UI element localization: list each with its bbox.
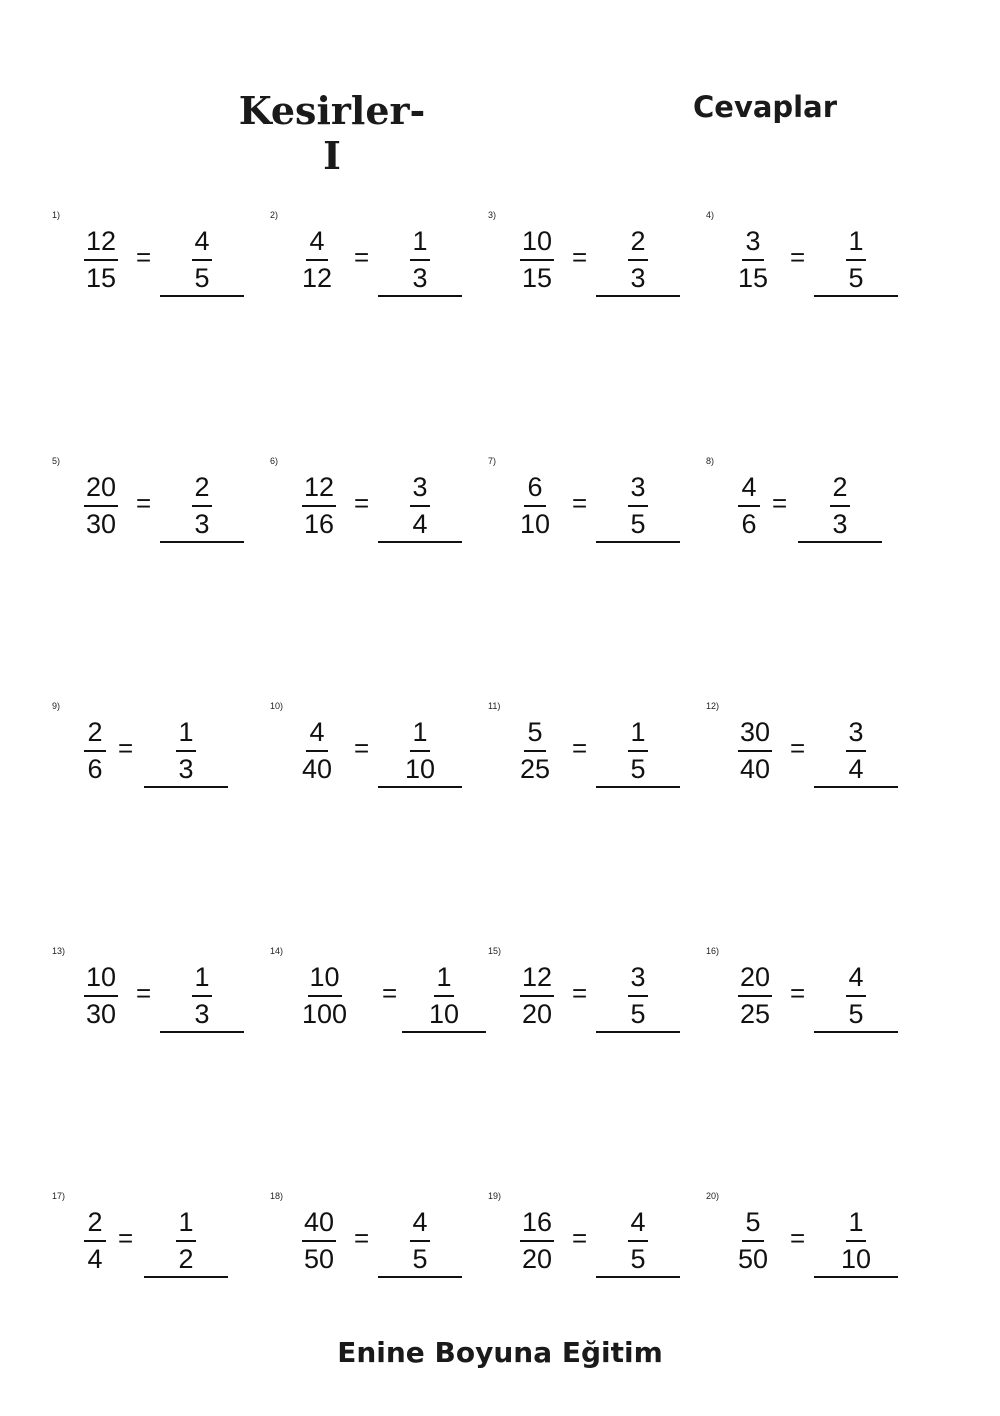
answer-denominator: 5	[160, 261, 244, 297]
problem-number: 19)	[488, 1191, 502, 1201]
problem-number: 2)	[270, 210, 279, 220]
problem-1	[52, 210, 262, 320]
equals-sign: =	[572, 733, 588, 763]
question-numerator: 10	[84, 962, 118, 997]
problem-number: 12)	[706, 701, 720, 711]
equals-sign: =	[354, 1223, 370, 1253]
answer-fraction	[160, 226, 244, 297]
answer-fraction	[596, 717, 680, 788]
question-numerator: 3	[742, 226, 764, 261]
question-numerator: 4	[306, 226, 328, 261]
answer-fraction	[144, 717, 228, 788]
answer-denominator: 3	[378, 261, 462, 297]
question-fraction	[738, 1207, 768, 1275]
answer-denominator: 2	[144, 1242, 228, 1278]
answer-numerator: 2	[830, 472, 850, 507]
equals-sign: =	[572, 242, 588, 272]
question-fraction	[520, 717, 550, 785]
equals-sign: =	[136, 488, 152, 518]
answer-denominator: 5	[814, 261, 898, 297]
problem-number: 4)	[706, 210, 715, 220]
answer-denominator: 4	[378, 507, 462, 543]
answer-numerator: 2	[628, 226, 648, 261]
answer-denominator: 5	[378, 1242, 462, 1278]
question-numerator: 5	[524, 717, 546, 752]
question-denominator: 15	[86, 263, 117, 293]
problem-number: 15)	[488, 946, 502, 956]
answer-denominator: 5	[596, 752, 680, 788]
question-denominator: 15	[738, 263, 769, 293]
answer-numerator: 4	[628, 1207, 648, 1242]
question-numerator: 10	[520, 226, 554, 261]
problem-9	[52, 701, 262, 811]
question-denominator: 10	[520, 509, 551, 539]
problem-number: 14)	[270, 946, 284, 956]
question-fraction	[738, 226, 768, 294]
question-numerator: 10	[308, 962, 342, 997]
answer-numerator: 3	[410, 472, 430, 507]
answer-denominator: 3	[160, 997, 244, 1033]
problem-12	[706, 701, 916, 811]
answer-fraction	[814, 226, 898, 297]
answer-denominator: 10	[402, 997, 486, 1033]
answer-fraction	[596, 226, 680, 297]
question-numerator: 2	[84, 1207, 106, 1242]
question-fraction	[84, 472, 118, 540]
question-numerator: 20	[84, 472, 118, 507]
problem-number: 20)	[706, 1191, 720, 1201]
problem-number: 8)	[706, 456, 715, 466]
question-numerator: 12	[520, 962, 554, 997]
answer-numerator: 1	[176, 1207, 196, 1242]
question-numerator: 12	[84, 226, 118, 261]
question-numerator: 5	[742, 1207, 764, 1242]
problem-number: 18)	[270, 1191, 284, 1201]
question-numerator: 6	[524, 472, 546, 507]
equals-sign: =	[136, 978, 152, 1008]
equals-sign: =	[790, 242, 806, 272]
answer-denominator: 3	[798, 507, 882, 543]
question-denominator: 100	[302, 999, 348, 1029]
answers-label: Cevaplar	[693, 90, 837, 124]
question-denominator: 6	[741, 509, 757, 539]
problem-18	[270, 1191, 480, 1301]
problem-2	[270, 210, 480, 320]
question-denominator: 40	[302, 754, 333, 784]
question-numerator: 40	[302, 1207, 336, 1242]
equals-sign: =	[354, 488, 370, 518]
answer-fraction	[814, 1207, 898, 1278]
answer-numerator: 3	[628, 472, 648, 507]
answer-numerator: 1	[176, 717, 196, 752]
question-denominator: 25	[520, 754, 551, 784]
question-numerator: 12	[302, 472, 336, 507]
answer-numerator: 4	[846, 962, 866, 997]
answer-fraction	[596, 1207, 680, 1278]
question-denominator: 12	[302, 263, 333, 293]
answer-numerator: 1	[628, 717, 648, 752]
problem-3	[488, 210, 698, 320]
answer-denominator: 5	[596, 507, 680, 543]
answer-numerator: 2	[192, 472, 212, 507]
question-denominator: 30	[86, 999, 117, 1029]
equals-sign: =	[354, 733, 370, 763]
answer-numerator: 1	[846, 226, 866, 261]
answer-denominator: 3	[160, 507, 244, 543]
equals-sign: =	[790, 733, 806, 763]
equals-sign: =	[772, 488, 788, 518]
problem-7	[488, 456, 698, 566]
question-fraction	[520, 962, 554, 1030]
question-numerator: 16	[520, 1207, 554, 1242]
question-denominator: 4	[87, 1244, 103, 1274]
problem-number: 7)	[488, 456, 497, 466]
question-fraction	[520, 226, 554, 294]
question-denominator: 30	[86, 509, 117, 539]
answer-denominator: 3	[596, 261, 680, 297]
equals-sign: =	[572, 488, 588, 518]
equals-sign: =	[382, 978, 398, 1008]
question-numerator: 2	[84, 717, 106, 752]
answer-numerator: 1	[846, 1207, 866, 1242]
equals-sign: =	[572, 978, 588, 1008]
problem-8	[706, 456, 916, 566]
question-denominator: 16	[304, 509, 335, 539]
problem-11	[488, 701, 698, 811]
problem-16	[706, 946, 916, 1056]
equals-sign: =	[118, 733, 134, 763]
question-fraction	[302, 1207, 336, 1275]
problem-10	[270, 701, 480, 811]
problem-14	[270, 946, 480, 1056]
problem-number: 5)	[52, 456, 61, 466]
answer-denominator: 5	[814, 997, 898, 1033]
question-fraction	[84, 717, 106, 785]
question-fraction	[738, 962, 772, 1030]
answer-fraction	[596, 962, 680, 1033]
answer-denominator: 10	[814, 1242, 898, 1278]
question-fraction	[520, 472, 550, 540]
problem-19	[488, 1191, 698, 1301]
answer-denominator: 10	[378, 752, 462, 788]
question-denominator: 20	[522, 1244, 553, 1274]
footer-brand: Enine Boyuna Eğitim	[337, 1336, 663, 1369]
problem-20	[706, 1191, 916, 1301]
question-fraction	[520, 1207, 554, 1275]
equals-sign: =	[136, 242, 152, 272]
problem-number: 10)	[270, 701, 284, 711]
answer-fraction	[402, 962, 486, 1033]
answer-fraction	[378, 472, 462, 543]
problem-4	[706, 210, 916, 320]
question-fraction	[84, 226, 118, 294]
question-denominator: 15	[522, 263, 553, 293]
equals-sign: =	[118, 1223, 134, 1253]
problem-number: 11)	[488, 701, 501, 711]
answer-fraction	[378, 717, 462, 788]
answer-numerator: 1	[192, 962, 212, 997]
answer-denominator: 5	[596, 997, 680, 1033]
problem-number: 3)	[488, 210, 497, 220]
question-fraction	[302, 962, 347, 1030]
question-denominator: 40	[740, 754, 771, 784]
problem-number: 6)	[270, 456, 279, 466]
question-numerator: 4	[738, 472, 760, 507]
answer-numerator: 3	[846, 717, 866, 752]
problem-number: 16)	[706, 946, 720, 956]
question-denominator: 25	[740, 999, 771, 1029]
answer-fraction	[378, 1207, 462, 1278]
answer-fraction	[378, 226, 462, 297]
answer-numerator: 1	[410, 717, 430, 752]
question-fraction	[302, 717, 332, 785]
problem-5	[52, 456, 262, 566]
answer-denominator: 3	[144, 752, 228, 788]
answer-denominator: 5	[596, 1242, 680, 1278]
question-denominator: 50	[738, 1244, 769, 1274]
answer-fraction	[814, 717, 898, 788]
answer-fraction	[144, 1207, 228, 1278]
problem-13	[52, 946, 262, 1056]
equals-sign: =	[790, 1223, 806, 1253]
problem-number: 17)	[52, 1191, 66, 1201]
problem-number: 1)	[52, 210, 61, 220]
question-fraction	[302, 472, 336, 540]
answer-numerator: 1	[410, 226, 430, 261]
answer-fraction	[160, 472, 244, 543]
answer-fraction	[160, 962, 244, 1033]
question-numerator: 4	[306, 717, 328, 752]
answer-fraction	[798, 472, 882, 543]
question-denominator: 20	[522, 999, 553, 1029]
problem-number: 9)	[52, 701, 61, 711]
problem-number: 13)	[52, 946, 66, 956]
problem-15	[488, 946, 698, 1056]
equals-sign: =	[790, 978, 806, 1008]
equals-sign: =	[354, 242, 370, 272]
question-denominator: 6	[87, 754, 103, 784]
answer-numerator: 4	[192, 226, 212, 261]
page-title: Kesirler-I	[238, 88, 426, 178]
equals-sign: =	[572, 1223, 588, 1253]
answer-fraction	[814, 962, 898, 1033]
answer-fraction	[596, 472, 680, 543]
question-numerator: 20	[738, 962, 772, 997]
question-numerator: 30	[738, 717, 772, 752]
problem-17	[52, 1191, 262, 1301]
answer-denominator: 4	[814, 752, 898, 788]
question-fraction	[738, 472, 760, 540]
answer-numerator: 4	[410, 1207, 430, 1242]
answer-numerator: 1	[434, 962, 454, 997]
question-fraction	[84, 962, 118, 1030]
answer-numerator: 3	[628, 962, 648, 997]
question-fraction	[302, 226, 332, 294]
question-fraction	[84, 1207, 106, 1275]
problem-6	[270, 456, 480, 566]
question-fraction	[738, 717, 772, 785]
question-denominator: 50	[304, 1244, 335, 1274]
